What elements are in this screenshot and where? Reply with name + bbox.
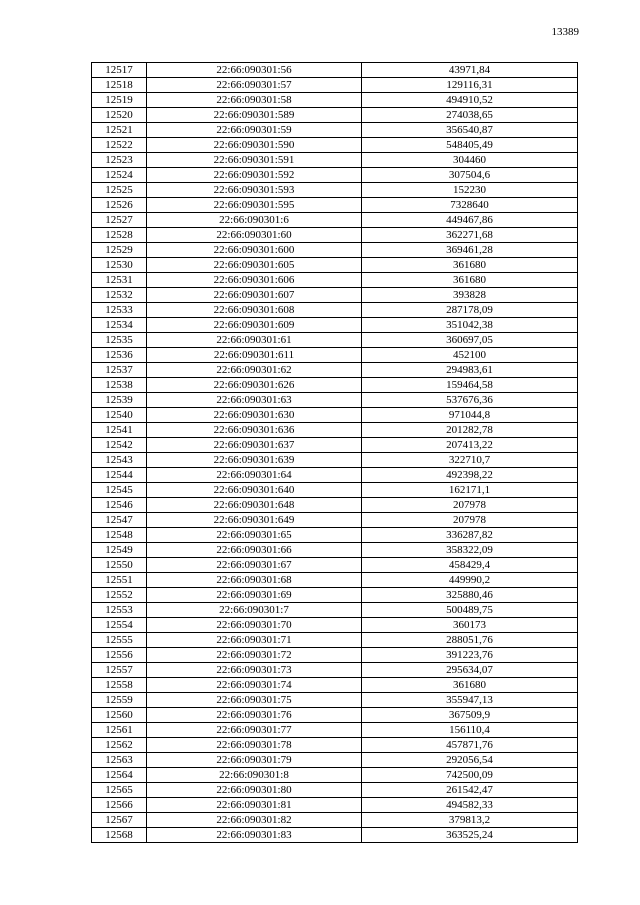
cadastral-number-cell: 22:66:090301:77: [147, 723, 362, 738]
cadastral-number-cell: 22:66:090301:648: [147, 498, 362, 513]
value-cell: 156110,4: [362, 723, 578, 738]
cadastral-number-cell: 22:66:090301:76: [147, 708, 362, 723]
value-cell: 43971,84: [362, 63, 578, 78]
cadastral-number-cell: 22:66:090301:75: [147, 693, 362, 708]
value-cell: 355947,13: [362, 693, 578, 708]
cadastral-number-cell: 22:66:090301:8: [147, 768, 362, 783]
cadastral-number-cell: 22:66:090301:80: [147, 783, 362, 798]
cadastral-number-cell: 22:66:090301:595: [147, 198, 362, 213]
value-cell: 971044,8: [362, 408, 578, 423]
row-number-cell: 12520: [92, 108, 147, 123]
table-row: [92, 618, 578, 633]
cadastral-number-cell: 22:66:090301:79: [147, 753, 362, 768]
table-row: [92, 288, 578, 303]
row-number-cell: 12562: [92, 738, 147, 753]
value-cell: 336287,82: [362, 528, 578, 543]
row-number-cell: 12544: [92, 468, 147, 483]
value-cell: 369461,28: [362, 243, 578, 258]
table-row: [92, 303, 578, 318]
row-number-cell: 12564: [92, 768, 147, 783]
value-cell: 393828: [362, 288, 578, 303]
table-row: [92, 633, 578, 648]
table-row: [92, 183, 578, 198]
row-number-cell: 12551: [92, 573, 147, 588]
cadastral-number-cell: 22:66:090301:60: [147, 228, 362, 243]
table-row: [92, 738, 578, 753]
cadastral-number-cell: 22:66:090301:72: [147, 648, 362, 663]
row-number-cell: 12529: [92, 243, 147, 258]
table-row: [92, 318, 578, 333]
row-number-cell: 12524: [92, 168, 147, 183]
table-row: [92, 138, 578, 153]
cadastral-number-cell: 22:66:090301:70: [147, 618, 362, 633]
value-cell: 162171,1: [362, 483, 578, 498]
table-row: [92, 498, 578, 513]
cadastral-number-cell: 22:66:090301:6: [147, 213, 362, 228]
row-number-cell: 12527: [92, 213, 147, 228]
cadastral-number-cell: 22:66:090301:57: [147, 78, 362, 93]
value-cell: 361680: [362, 678, 578, 693]
row-number-cell: 12538: [92, 378, 147, 393]
row-number-cell: 12541: [92, 423, 147, 438]
value-cell: 294983,61: [362, 363, 578, 378]
value-cell: 379813,2: [362, 813, 578, 828]
value-cell: 363525,24: [362, 828, 578, 843]
value-cell: 492398,22: [362, 468, 578, 483]
value-cell: 207413,22: [362, 438, 578, 453]
value-cell: 360697,05: [362, 333, 578, 348]
cadastral-number-cell: 22:66:090301:67: [147, 558, 362, 573]
cadastral-number-cell: 22:66:090301:606: [147, 273, 362, 288]
cadastral-number-cell: 22:66:090301:83: [147, 828, 362, 843]
cadastral-number-cell: 22:66:090301:56: [147, 63, 362, 78]
table-row: [92, 813, 578, 828]
cadastral-number-cell: 22:66:090301:73: [147, 663, 362, 678]
cadastral-number-cell: 22:66:090301:637: [147, 438, 362, 453]
value-cell: 367509,9: [362, 708, 578, 723]
row-number-cell: 12519: [92, 93, 147, 108]
cadastral-number-cell: 22:66:090301:7: [147, 603, 362, 618]
table-row: [92, 648, 578, 663]
table-row: [92, 543, 578, 558]
value-cell: 391223,76: [362, 648, 578, 663]
row-number-cell: 12547: [92, 513, 147, 528]
row-number-cell: 12534: [92, 318, 147, 333]
page-number: 13389: [551, 26, 579, 38]
cadastral-number-cell: 22:66:090301:61: [147, 333, 362, 348]
cadastral-number-cell: 22:66:090301:639: [147, 453, 362, 468]
table-row: [92, 333, 578, 348]
table-row: [92, 378, 578, 393]
row-number-cell: 12560: [92, 708, 147, 723]
table-row: [92, 723, 578, 738]
table-row: [92, 663, 578, 678]
cadastral-number-cell: 22:66:090301:636: [147, 423, 362, 438]
table-row: [92, 678, 578, 693]
value-cell: 304460: [362, 153, 578, 168]
row-number-cell: 12536: [92, 348, 147, 363]
row-number-cell: 12525: [92, 183, 147, 198]
row-number-cell: 12521: [92, 123, 147, 138]
table-row: [92, 753, 578, 768]
value-cell: 537676,36: [362, 393, 578, 408]
value-cell: 494582,33: [362, 798, 578, 813]
cadastral-number-cell: 22:66:090301:65: [147, 528, 362, 543]
value-cell: 129116,31: [362, 78, 578, 93]
table-row: [92, 363, 578, 378]
table-row: [92, 93, 578, 108]
table-row: [92, 468, 578, 483]
value-cell: 201282,78: [362, 423, 578, 438]
row-number-cell: 12542: [92, 438, 147, 453]
cadastral-number-cell: 22:66:090301:66: [147, 543, 362, 558]
cadastral-number-cell: 22:66:090301:74: [147, 678, 362, 693]
value-cell: 152230: [362, 183, 578, 198]
row-number-cell: 12550: [92, 558, 147, 573]
table-row: [92, 123, 578, 138]
cadastral-number-cell: 22:66:090301:649: [147, 513, 362, 528]
value-cell: 7328640: [362, 198, 578, 213]
row-number-cell: 12566: [92, 798, 147, 813]
row-number-cell: 12565: [92, 783, 147, 798]
row-number-cell: 12561: [92, 723, 147, 738]
row-number-cell: 12543: [92, 453, 147, 468]
value-cell: 360173: [362, 618, 578, 633]
table-row: [92, 768, 578, 783]
table-row: [92, 408, 578, 423]
cadastral-number-cell: 22:66:090301:600: [147, 243, 362, 258]
cadastral-number-cell: 22:66:090301:626: [147, 378, 362, 393]
row-number-cell: 12535: [92, 333, 147, 348]
table-row: [92, 273, 578, 288]
value-cell: 295634,07: [362, 663, 578, 678]
table-row: [92, 393, 578, 408]
row-number-cell: 12553: [92, 603, 147, 618]
table-row: [92, 528, 578, 543]
value-cell: 274038,65: [362, 108, 578, 123]
value-cell: 261542,47: [362, 783, 578, 798]
table-row: [92, 708, 578, 723]
table-row: [92, 213, 578, 228]
value-cell: 325880,46: [362, 588, 578, 603]
table-row: [92, 438, 578, 453]
value-cell: 452100: [362, 348, 578, 363]
value-cell: 358322,09: [362, 543, 578, 558]
table-row: [92, 228, 578, 243]
value-cell: 362271,68: [362, 228, 578, 243]
cadastral-number-cell: 22:66:090301:611: [147, 348, 362, 363]
row-number-cell: 12554: [92, 618, 147, 633]
value-cell: 500489,75: [362, 603, 578, 618]
table-row: [92, 423, 578, 438]
table-row: [92, 348, 578, 363]
row-number-cell: 12552: [92, 588, 147, 603]
cadastral-number-cell: 22:66:090301:591: [147, 153, 362, 168]
row-number-cell: 12559: [92, 693, 147, 708]
table-row: [92, 258, 578, 273]
table-row: [92, 78, 578, 93]
cadastral-number-cell: 22:66:090301:592: [147, 168, 362, 183]
table-row: [92, 558, 578, 573]
cadastral-number-cell: 22:66:090301:58: [147, 93, 362, 108]
row-number-cell: 12530: [92, 258, 147, 273]
value-cell: 458429,4: [362, 558, 578, 573]
cadastral-number-cell: 22:66:090301:71: [147, 633, 362, 648]
cadastral-value-table: [91, 62, 578, 843]
value-cell: 548405,49: [362, 138, 578, 153]
cadastral-number-cell: 22:66:090301:64: [147, 468, 362, 483]
row-number-cell: 12539: [92, 393, 147, 408]
cadastral-number-cell: 22:66:090301:78: [147, 738, 362, 753]
value-cell: 742500,09: [362, 768, 578, 783]
row-number-cell: 12531: [92, 273, 147, 288]
cadastral-number-cell: 22:66:090301:69: [147, 588, 362, 603]
row-number-cell: 12526: [92, 198, 147, 213]
cadastral-number-cell: 22:66:090301:63: [147, 393, 362, 408]
row-number-cell: 12545: [92, 483, 147, 498]
value-cell: 351042,38: [362, 318, 578, 333]
row-number-cell: 12517: [92, 63, 147, 78]
cadastral-number-cell: 22:66:090301:630: [147, 408, 362, 423]
value-cell: 449990,2: [362, 573, 578, 588]
table-row: [92, 243, 578, 258]
row-number-cell: 12546: [92, 498, 147, 513]
cadastral-number-cell: 22:66:090301:590: [147, 138, 362, 153]
value-cell: 287178,09: [362, 303, 578, 318]
row-number-cell: 12558: [92, 678, 147, 693]
table-row: [92, 693, 578, 708]
value-cell: 288051,76: [362, 633, 578, 648]
row-number-cell: 12548: [92, 528, 147, 543]
table-row: [92, 108, 578, 123]
value-cell: 307504,6: [362, 168, 578, 183]
cadastral-number-cell: 22:66:090301:81: [147, 798, 362, 813]
cadastral-number-cell: 22:66:090301:82: [147, 813, 362, 828]
value-cell: 207978: [362, 513, 578, 528]
table-row: [92, 513, 578, 528]
value-cell: 361680: [362, 273, 578, 288]
row-number-cell: 12522: [92, 138, 147, 153]
row-number-cell: 12563: [92, 753, 147, 768]
row-number-cell: 12537: [92, 363, 147, 378]
table-row: [92, 198, 578, 213]
cadastral-number-cell: 22:66:090301:607: [147, 288, 362, 303]
value-cell: 207978: [362, 498, 578, 513]
value-cell: 322710,7: [362, 453, 578, 468]
value-cell: 494910,52: [362, 93, 578, 108]
value-cell: 361680: [362, 258, 578, 273]
table-row: [92, 168, 578, 183]
row-number-cell: 12540: [92, 408, 147, 423]
table-row: [92, 603, 578, 618]
value-cell: 159464,58: [362, 378, 578, 393]
row-number-cell: 12568: [92, 828, 147, 843]
cadastral-number-cell: 22:66:090301:609: [147, 318, 362, 333]
table-row: [92, 828, 578, 843]
row-number-cell: 12518: [92, 78, 147, 93]
value-cell: 457871,76: [362, 738, 578, 753]
row-number-cell: 12555: [92, 633, 147, 648]
table-row: [92, 63, 578, 78]
row-number-cell: 12556: [92, 648, 147, 663]
value-cell: 356540,87: [362, 123, 578, 138]
table-row: [92, 783, 578, 798]
cadastral-number-cell: 22:66:090301:593: [147, 183, 362, 198]
table-row: [92, 483, 578, 498]
row-number-cell: 12567: [92, 813, 147, 828]
row-number-cell: 12549: [92, 543, 147, 558]
cadastral-number-cell: 22:66:090301:605: [147, 258, 362, 273]
cadastral-number-cell: 22:66:090301:608: [147, 303, 362, 318]
value-cell: 292056,54: [362, 753, 578, 768]
cadastral-number-cell: 22:66:090301:640: [147, 483, 362, 498]
row-number-cell: 12523: [92, 153, 147, 168]
table-row: [92, 588, 578, 603]
cadastral-number-cell: 22:66:090301:589: [147, 108, 362, 123]
cadastral-number-cell: 22:66:090301:62: [147, 363, 362, 378]
table-row: [92, 153, 578, 168]
row-number-cell: 12533: [92, 303, 147, 318]
row-number-cell: 12532: [92, 288, 147, 303]
value-cell: 449467,86: [362, 213, 578, 228]
table-row: [92, 453, 578, 468]
row-number-cell: 12528: [92, 228, 147, 243]
cadastral-number-cell: 22:66:090301:59: [147, 123, 362, 138]
table-row: [92, 573, 578, 588]
table-body: [92, 63, 578, 843]
row-number-cell: 12557: [92, 663, 147, 678]
table-row: [92, 798, 578, 813]
cadastral-number-cell: 22:66:090301:68: [147, 573, 362, 588]
